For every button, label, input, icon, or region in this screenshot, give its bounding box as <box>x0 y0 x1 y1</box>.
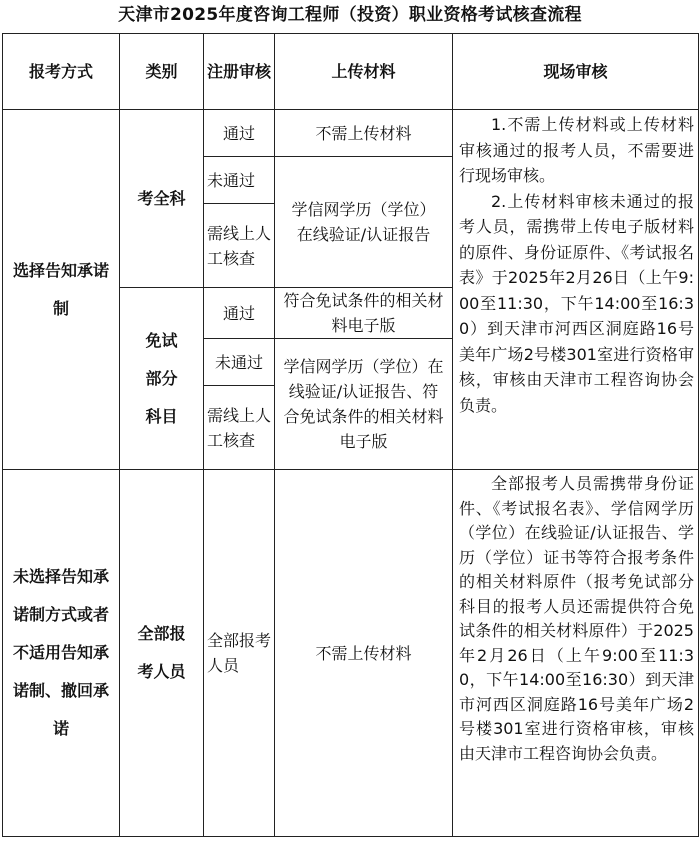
header-method: 报考方式 <box>3 34 120 110</box>
reg-status: 需线上人工核查 <box>204 204 275 288</box>
onsite-paragraph-1: 1.不需上传材料或上传材料审核通过的报考人员，不需要进行现场审核。 <box>459 115 694 185</box>
reg-status: 通过 <box>204 288 275 339</box>
reg-status: 需线上人工核查 <box>204 386 275 470</box>
page-title: 天津市2025年度咨询工程师（投资）职业资格考试核查流程 <box>118 5 582 25</box>
header-onsite: 现场审核 <box>453 34 699 110</box>
table-row <box>3 470 699 837</box>
category-full: 考全科 <box>120 110 204 288</box>
header-row <box>3 34 699 110</box>
method-no-commitment: 未选择告知承诺制方式或者不适用告知承诺制、撤回承诺 <box>3 470 120 837</box>
header-registration: 注册审核 <box>204 34 275 110</box>
upload-requirement: 不需上传材料 <box>275 470 453 837</box>
reg-status: 通过 <box>204 110 275 157</box>
header-category: 类别 <box>120 34 204 110</box>
header-upload: 上传材料 <box>275 34 453 110</box>
reg-status: 未通过 <box>204 339 275 386</box>
table-row <box>3 110 699 157</box>
onsite-paragraph-2: 2.上传材料审核未通过的报考人员，需携带上传电子版材料的原件、身份证原件、《考试报名表》于2025年2月26日（上午9:00至11:30，下午14:00至16:30）到天津市河西区洞庭路16号美年广场2号楼301室进行资格审核，审核由天津市工程咨询协会负责。 <box>459 191 694 415</box>
upload-requirement: 学信网学历（学位）在线验证/认证报告 <box>275 157 453 288</box>
onsite-review-commitment <box>453 110 699 470</box>
verification-table <box>2 33 699 837</box>
onsite-paragraph: 全部报考人员需携带身份证件、《考试报名表》、学信网学历（学位）在线验证/认证报告、学历（学位）证书等符合报考条件的相关材料原件（报考免试部分科目的报考人员还需提供符合免试条件的相关材料原件）于2025年2月26日（上午9:00至11:30，下午14:00至16:30）到天津市河西区洞庭路16号美年广场2号楼301室进行资格审核，审核由天津市工程咨询协会负责。 <box>459 474 694 763</box>
onsite-review-all <box>453 470 699 837</box>
reg-status: 未通过 <box>204 157 275 204</box>
method-commitment: 选择告知承诺制 <box>3 110 120 470</box>
upload-requirement: 符合免试条件的相关材料电子版 <box>275 288 453 339</box>
upload-requirement: 不需上传材料 <box>275 110 453 157</box>
category-all: 全部报考人员 <box>120 470 204 837</box>
upload-requirement: 学信网学历（学位）在线验证/认证报告、符合免试条件的相关材料电子版 <box>275 339 453 470</box>
category-partial: 免试部分科目 <box>120 288 204 470</box>
reg-status: 全部报考人员 <box>204 470 275 837</box>
